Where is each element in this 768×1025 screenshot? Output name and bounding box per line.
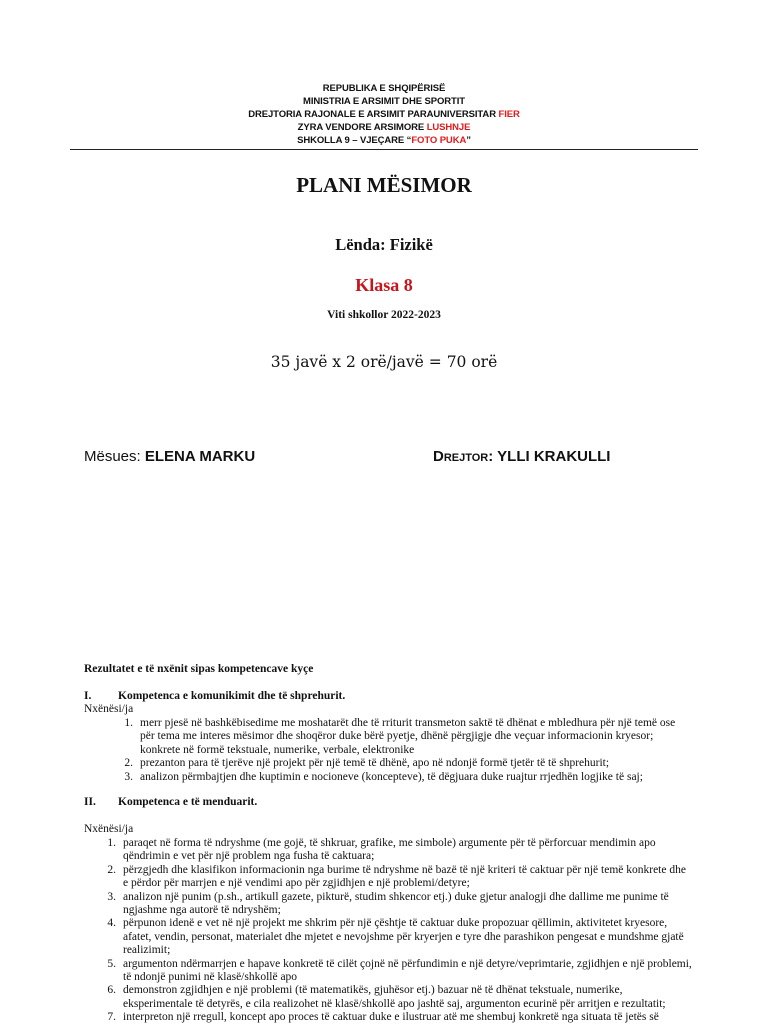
list-item — [107, 957, 703, 985]
teacher-signature — [84, 448, 255, 465]
header-school-name: FOTO PUKA — [411, 135, 467, 146]
results-heading: Rezultatet e të nxënit sipas kompetencave kyçe — [84, 663, 314, 675]
section-title-1: Kompetenca e komunikimit dhe të shprehurit. — [118, 690, 346, 702]
section-title-2: Kompetenca e të menduarit. — [118, 796, 258, 808]
list-item-line: afatet, vendin, personat, materialet dhe mjetet e nevojshme për kryerjen e tyre dhe parashikon pengesat e mundshme gjatë — [123, 930, 684, 943]
section-list-2 — [107, 837, 703, 1025]
list-item-number: 2. — [107, 863, 116, 876]
header-regional-prefix: DREJTORIA RAJONALE E ARSIMIT PARAUNIVERSITAR — [248, 109, 499, 120]
section-roman-2: II. — [84, 796, 96, 808]
list-item — [107, 863, 703, 891]
list-item-line: realizimit; — [123, 944, 171, 957]
list-item-number: 4. — [107, 917, 116, 930]
list-item-line: paraqet në forma të ndryshme (me gojë, të shkruar, grafike, me simbole) argumente për të përforcuar mendimin apo — [123, 837, 656, 849]
list-item — [107, 837, 703, 864]
header-republic: REPUBLIKA E SHQIPËRISË — [322, 83, 446, 94]
header-regional-directorate — [0, 108, 768, 122]
list-item-number: 3. — [107, 890, 116, 903]
teacher-name: ELENA MARKU — [144, 448, 256, 465]
list-item-number: 7. — [107, 1011, 116, 1024]
list-item — [107, 1011, 703, 1024]
grade-title: Klasa 8 — [355, 275, 413, 295]
list-item-line: demonstron zgjidhjen e një problemi (të matematikës, gjuhësor etj.) bazuar në të dhënat tekstuale, numerike, — [123, 984, 623, 997]
list-item — [107, 917, 703, 957]
list-item-line: qëndrimin e vet për një problem nga fusha të caktuara; — [123, 850, 375, 863]
header-school-suffix: ” — [466, 135, 471, 146]
header-regional-city: FIER — [498, 109, 520, 120]
list-item-number: 6. — [107, 984, 116, 997]
list-item-line: prezanton para të tjerëve një projekt për një temë të dhënë, apo në ndonjë formë tjetër të të shprehurit; — [140, 757, 610, 770]
list-item-line: interpreton një rregull, koncept apo proces të caktuar duke e ilustruar atë me shembuj konkretë nga situata të jetës së — [123, 1011, 659, 1024]
list-item-number: 1. — [124, 717, 133, 729]
director-label: Drejtor: — [433, 448, 494, 465]
list-item-line: merr pjesë në bashkëbisedime me moshatarët dhe të rriturit transmeton saktë të dhënat e mbledhura për një temë ose — [140, 717, 676, 729]
teacher-label: Mësues: — [84, 448, 141, 465]
list-item — [107, 984, 703, 1011]
list-item-number: 5. — [107, 957, 116, 970]
hours-summary: 35 javë x 2 orë/javë = 70 orë — [270, 353, 498, 371]
list-item-line: përzgjedh dhe klasifikon informacionin nga burime të ndryshme në bazë të një kriteri të caktuar për një temë konkrete dhe — [123, 863, 686, 876]
header-school — [0, 134, 768, 148]
header-local-prefix: ZYRA VENDORE ARSIMORE — [297, 122, 427, 133]
school-year: Viti shkollor 2022-2023 — [327, 309, 441, 321]
list-item-line: argumenton ndërmarrjen e hapave konkretë të cilët çojnë në përfundimin e një detyre/veprimtarie, zgjidhjen e një problemi, — [123, 957, 692, 970]
section-student-label-1: Nxënësi/ja — [84, 703, 134, 715]
header-divider — [70, 149, 698, 150]
list-item-line: të ndonjë punimi në klasë/shkollë apo — [123, 971, 298, 984]
list-item — [124, 770, 700, 784]
list-item — [107, 890, 703, 918]
section-student-label-2: Nxënësi/ja — [84, 823, 134, 835]
list-item-line: konkrete në formë tekstuale, numerike, verbale, elektronike — [140, 743, 415, 756]
list-item-number: 3. — [124, 770, 133, 783]
header-local-office — [0, 121, 768, 135]
subject-title: Lënda: Fizikë — [335, 235, 433, 254]
list-item-line: analizon një punim (p.sh., artikull gazete, pikturë, studim shkencor etj.) duke gjetur analogji dhe dallime me punime të — [123, 890, 669, 903]
header-local-city: LUSHNJE — [426, 122, 471, 133]
list-item-line: analizon përmbajtjen dhe kuptimin e nocioneve (koncepteve), të dëgjuara duke ruajtur rrjedhën logjike të saj; — [140, 770, 643, 783]
list-item — [124, 757, 700, 770]
header-ministry: MINISTRIA E ARSIMIT DHE SPORTIT — [303, 96, 465, 107]
list-item-number: 2. — [124, 757, 133, 770]
list-item-line: eksperimentale të detyrës, e cila realizohet në klasë/shkollë apo jashtë saj, argumenton ecurinë për arritjen e rezultatit; — [123, 997, 666, 1010]
list-item-line: përpunon idenë e vet në një projekt me shkrim për një çështje të caktuar duke propozuar qëllimin, aktivitetet kryesore, — [123, 917, 668, 930]
list-item-number: 1. — [107, 837, 116, 849]
list-item-line: e përdor për marrjen e një vendimi apo për zgjidhjen e një problemi/detyre; — [123, 877, 470, 890]
list-item — [124, 717, 700, 757]
section-roman-1: I. — [84, 690, 92, 702]
list-item-line: për tema me interes mësimor dhe shoqëror duke bërë pyetje, dhënë përgjigje dhe veçuar informacionin kryesor; — [140, 730, 654, 743]
director-name: YLLI KRAKULLI — [497, 448, 611, 465]
header-school-prefix: SHKOLLA 9 – VJEÇARE “ — [297, 135, 412, 146]
section-list-1 — [124, 717, 700, 784]
page-title: PLANI MËSIMOR — [296, 173, 472, 197]
director-signature — [433, 448, 610, 465]
list-item-line: ngjashme nga autorë të ndryshëm; — [123, 904, 281, 917]
